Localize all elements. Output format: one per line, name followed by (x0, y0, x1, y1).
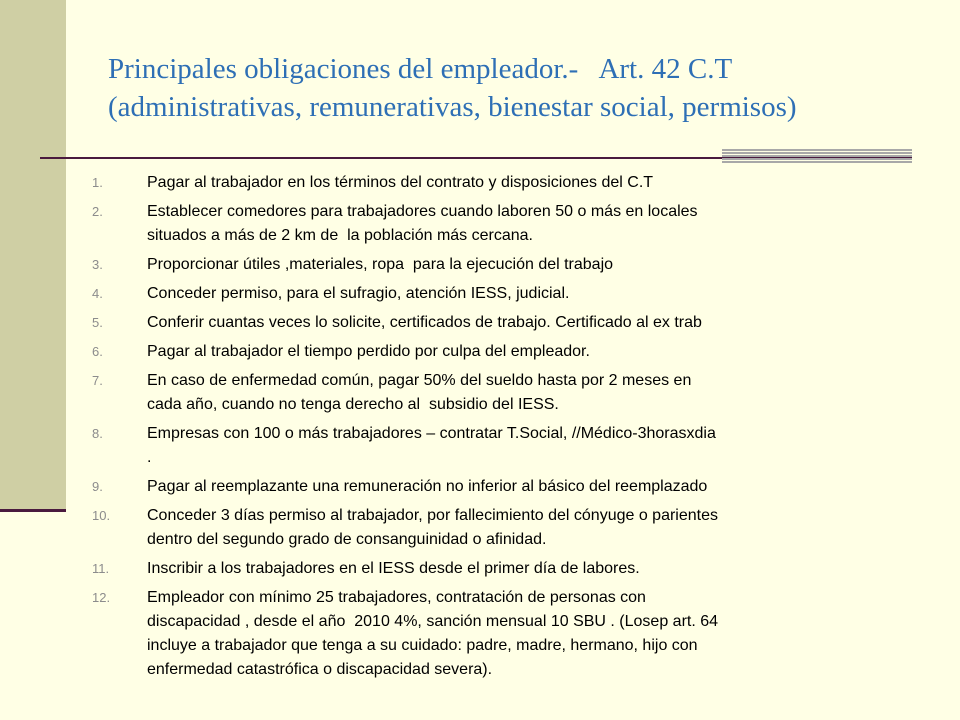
slide-title (108, 50, 948, 126)
list-item (92, 282, 922, 306)
list-item-number: 5. (92, 315, 103, 330)
list-item-text (147, 200, 922, 248)
slide-title-line: Principales obligaciones del empleador.- Art. 42 C.T (108, 53, 733, 85)
list-item-line: Empleador con mínimo 25 trabajadores, contratación de personas con (147, 589, 646, 606)
list-item-line: . (147, 449, 152, 466)
list-item-text (147, 422, 922, 470)
list-item-number: 3. (92, 257, 103, 272)
list-item-line: Conferir cuantas veces lo solicite, certificados de trabajo. Certificado al ex trab (147, 314, 702, 331)
list-item-text (147, 504, 922, 552)
list-item-line: discapacidad , desde el año 2010 4%, sanción mensual 10 SBU . (Losep art. 64 (147, 613, 719, 630)
slide-title-line: (administrativas, remunerativas, bienestar social, permisos) (108, 91, 797, 123)
list-item (92, 475, 922, 499)
list-item-line: Proporcionar útiles ,materiales, ropa para la ejecución del trabajo (147, 256, 614, 273)
list-item-number: 1. (92, 175, 103, 190)
list-item-line: situados a más de 2 km de la población más cercana. (147, 227, 533, 244)
list-item-line: dentro del segundo grado de consanguinidad o afinidad. (147, 531, 547, 548)
list-item-line: incluye a trabajador que tenga a su cuidado: padre, madre, hermano, hijo con (147, 637, 698, 654)
list-item-line: Establecer comedores para trabajadores cuando laboren 50 o más en locales (147, 203, 698, 220)
list-item (92, 340, 922, 364)
list-item-text (147, 253, 922, 277)
list-item-line: Empresas con 100 o más trabajadores – contratar T.Social, //Médico-3horasxdia (147, 425, 716, 442)
list-item-number: 11. (92, 561, 110, 576)
list-item-number: 4. (92, 286, 103, 301)
list-item-line: Inscribir a los trabajadores en el IESS desde el primer día de labores. (147, 560, 640, 577)
list-item-text (147, 311, 922, 335)
list-item-line: cada año, cuando no tenga derecho al subsidio del IESS. (147, 396, 559, 413)
list-item-line: Pagar al trabajador el tiempo perdido por culpa del empleador. (147, 343, 590, 360)
list-item-line: En caso de enfermedad común, pagar 50% del sueldo hasta por 2 meses en (147, 372, 692, 389)
list-item-text (147, 557, 922, 581)
list-item-number: 9. (92, 479, 103, 494)
list-item-text (147, 282, 922, 306)
list-item-text (147, 369, 922, 417)
list-item-text (147, 586, 922, 682)
obligations-list (92, 171, 922, 687)
list-item (92, 369, 922, 417)
list-item-number: 7. (92, 373, 103, 388)
list-item (92, 171, 922, 195)
list-item (92, 311, 922, 335)
list-item-line: Conceder permiso, para el sufragio, atención IESS, judicial. (147, 285, 570, 302)
title-divider-accent (722, 149, 912, 163)
list-item-line: Pagar al trabajador en los términos del contrato y disposiciones del C.T (147, 174, 654, 191)
list-item (92, 253, 922, 277)
list-item-text (147, 340, 922, 364)
list-item-number: 10. (92, 508, 111, 523)
left-band-divider (0, 509, 66, 512)
list-item-line: Conceder 3 días permiso al trabajador, por fallecimiento del cónyuge o parientes (147, 507, 718, 524)
list-item-text (147, 171, 922, 195)
list-item-number: 2. (92, 204, 103, 219)
list-item (92, 557, 922, 581)
list-item (92, 200, 922, 248)
list-item-text (147, 475, 922, 499)
list-item-line: enfermedad catastrófica o discapacidad severa). (147, 661, 493, 678)
list-item (92, 504, 922, 552)
left-decorative-band (0, 0, 66, 510)
list-item (92, 586, 922, 682)
list-item-number: 6. (92, 344, 103, 359)
list-item-number: 8. (92, 426, 103, 441)
list-item-number: 12. (92, 590, 111, 605)
list-item (92, 422, 922, 470)
list-item-line: Pagar al reemplazante una remuneración no inferior al básico del reemplazado (147, 478, 708, 495)
